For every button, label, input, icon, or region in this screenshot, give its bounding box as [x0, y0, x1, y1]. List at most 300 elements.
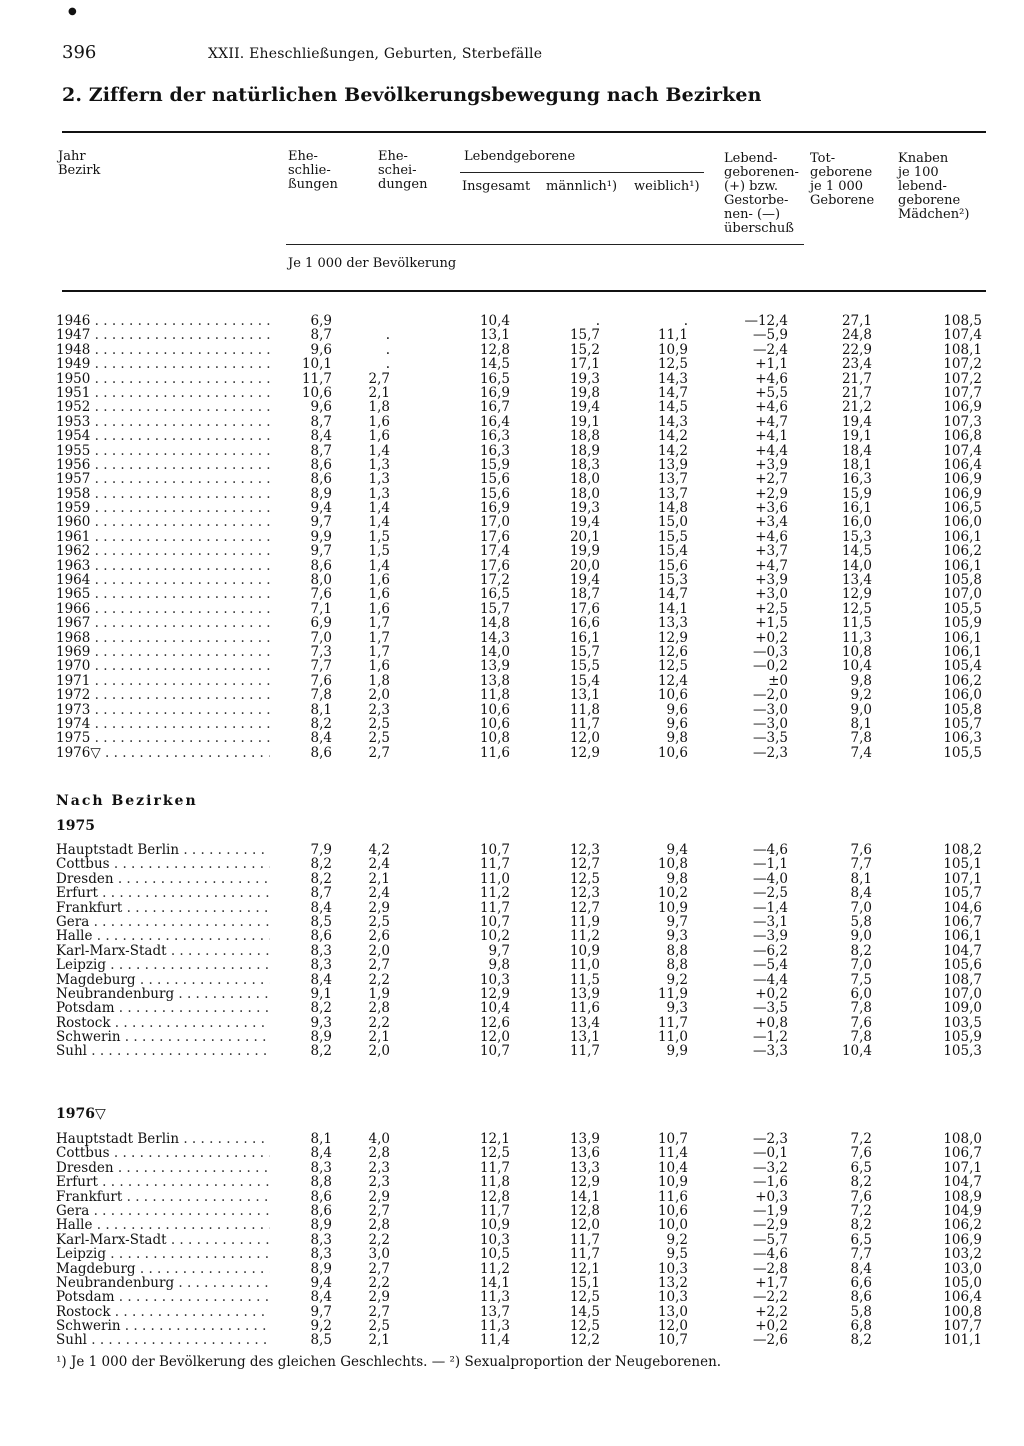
- table-row: [56, 915, 986, 929]
- surplus-value: +4,7: [755, 557, 788, 574]
- table-row: [56, 386, 986, 400]
- row-label: 1949 . . .: [56, 357, 270, 371]
- female-births-value: 14,5: [657, 399, 688, 416]
- total-births-value: 11,4: [479, 1332, 510, 1349]
- divorces-value: 1,6: [368, 658, 390, 675]
- female-births-value: 9,9: [666, 1043, 688, 1060]
- female-births-value: 9,2: [666, 971, 688, 988]
- surplus-value: —2,6: [753, 1332, 788, 1349]
- sex-ratio-value: 107,0: [943, 985, 982, 1002]
- total-births-value: 11,2: [479, 1260, 510, 1277]
- sex-ratio-value: 106,7: [943, 1145, 982, 1162]
- male-births-value: 11,5: [569, 971, 600, 988]
- divorces-value: 2,5: [368, 1318, 390, 1335]
- row-label: Hauptstadt Berlin . . .: [56, 843, 270, 857]
- stillbirths-value: 22,9: [841, 341, 872, 358]
- sex-ratio-value: 105,6: [943, 957, 982, 974]
- row-label: Magdeburg . . .: [56, 1262, 270, 1276]
- row-label: 1974 . . .: [56, 717, 270, 731]
- divorces-value: 3,0: [368, 1246, 390, 1263]
- table-row: [56, 487, 986, 501]
- total-births-value: 12,0: [479, 1029, 510, 1046]
- marriages-value: 8,9: [310, 485, 332, 502]
- marriages-value: 7,0: [310, 629, 332, 646]
- male-births-value: 19,1: [569, 413, 600, 430]
- districts-1975-table: [56, 843, 986, 1059]
- divorces-value: 1,6: [368, 586, 390, 603]
- table-row: [56, 1233, 986, 1247]
- sex-ratio-value: 105,8: [943, 701, 982, 718]
- surplus-value: —3,3: [753, 1043, 788, 1060]
- table-row: [56, 544, 986, 558]
- row-label: Cottbus . . .: [56, 857, 270, 871]
- surplus-value: —12,4: [744, 313, 788, 329]
- divorces-value: 2,6: [368, 928, 390, 945]
- total-births-value: 11,7: [479, 1159, 510, 1176]
- male-births-value: 13,1: [569, 1029, 600, 1046]
- sex-ratio-value: 106,4: [943, 456, 982, 473]
- surplus-value: —5,4: [753, 957, 788, 974]
- male-births-value: 18,0: [569, 471, 600, 488]
- table-row: [56, 1146, 986, 1160]
- divorces-value: 1,3: [368, 456, 390, 473]
- total-births-value: 16,5: [479, 370, 510, 387]
- male-births-value: 15,7: [569, 643, 600, 660]
- districts-1975-label: 1975: [56, 818, 95, 834]
- sex-ratio-value: 108,9: [943, 1188, 982, 1205]
- marriages-value: 8,8: [310, 1174, 332, 1191]
- table-row: [56, 674, 986, 688]
- row-label: Frankfurt . . .: [56, 901, 270, 915]
- marriages-value: 8,2: [310, 1043, 332, 1060]
- table-row: [56, 343, 986, 357]
- female-births-value: 11,9: [657, 985, 688, 1002]
- male-births-value: 12,9: [569, 1174, 600, 1191]
- male-births-value: 13,9: [569, 985, 600, 1002]
- table-row: [56, 1044, 986, 1058]
- sex-ratio-value: 106,4: [943, 1289, 982, 1306]
- male-births-value: 11,2: [569, 928, 600, 945]
- marriages-value: 9,7: [310, 514, 332, 531]
- sex-ratio-value: 105,3: [943, 1043, 982, 1060]
- female-births-value: 9,3: [666, 1000, 688, 1017]
- total-births-value: 12,5: [479, 1145, 510, 1162]
- stillbirths-value: 11,3: [841, 629, 872, 646]
- female-births-value: .: [683, 313, 688, 329]
- female-births-value: 15,4: [657, 543, 688, 560]
- total-births-value: 15,6: [479, 485, 510, 502]
- row-label: 1948 . . .: [56, 343, 270, 357]
- stillbirths-value: 7,2: [850, 1131, 872, 1147]
- page-number: 396: [62, 42, 97, 63]
- female-births-value: 11,1: [657, 327, 688, 344]
- total-births-value: 14,3: [479, 629, 510, 646]
- table-row: [56, 616, 986, 630]
- stillbirths-value: 7,6: [850, 842, 872, 858]
- female-births-value: 10,3: [657, 1289, 688, 1306]
- stillbirths-value: 18,4: [841, 442, 872, 459]
- female-births-value: 11,4: [657, 1145, 688, 1162]
- table-row: [56, 886, 986, 900]
- sex-ratio-value: 105,4: [943, 658, 982, 675]
- table-row: [56, 328, 986, 342]
- total-births-value: 12,8: [479, 1188, 510, 1205]
- divorces-value: 2,4: [368, 856, 390, 873]
- total-births-value: 16,5: [479, 586, 510, 603]
- male-births-value: 11,7: [569, 1043, 600, 1060]
- sex-ratio-value: 106,9: [943, 399, 982, 416]
- sex-ratio-value: 105,5: [943, 600, 982, 617]
- marriages-value: 8,6: [310, 557, 332, 574]
- marriages-value: 8,2: [310, 715, 332, 732]
- male-births-value: 12,0: [569, 730, 600, 747]
- marriages-value: 8,7: [310, 413, 332, 430]
- male-births-value: 19,3: [569, 370, 600, 387]
- female-births-value: 13,2: [657, 1274, 688, 1291]
- total-births-value: 10,7: [479, 842, 510, 858]
- total-births-value: 17,6: [479, 528, 510, 545]
- total-births-value: 11,7: [479, 856, 510, 873]
- marriages-value: 9,7: [310, 1303, 332, 1320]
- table-row: [56, 1001, 986, 1015]
- table-row: [56, 1132, 986, 1146]
- divorces-value: 2,2: [368, 1014, 390, 1031]
- row-label: 1958 . . .: [56, 487, 270, 501]
- row-label: Gera . . .: [56, 1204, 270, 1218]
- total-births-value: 14,0: [479, 643, 510, 660]
- row-label: 1975 . . .: [56, 731, 270, 745]
- surplus-value: +4,4: [755, 442, 788, 459]
- row-label: 1947 . . .: [56, 328, 270, 342]
- row-label: Potsdam . . .: [56, 1001, 270, 1015]
- surplus-value: +4,7: [755, 413, 788, 430]
- marriages-value: 8,5: [310, 913, 332, 930]
- marriages-value: 7,9: [310, 842, 332, 858]
- row-label: 1954 . . .: [56, 429, 270, 443]
- marriages-value: 10,6: [301, 384, 332, 401]
- marriages-value: 7,3: [310, 643, 332, 660]
- marriages-value: 7,6: [310, 586, 332, 603]
- total-births-value: 13,1: [479, 327, 510, 344]
- marriages-value: 8,7: [310, 885, 332, 902]
- female-births-value: 14,3: [657, 370, 688, 387]
- divorces-value: 2,5: [368, 913, 390, 930]
- stillbirths-value: 16,1: [841, 500, 872, 517]
- surplus-value: +2,5: [755, 600, 788, 617]
- male-births-value: 15,4: [569, 672, 600, 689]
- female-births-value: 10,6: [657, 687, 688, 704]
- divorces-value: 2,8: [368, 1000, 390, 1017]
- row-label: 1970 . . .: [56, 659, 270, 673]
- sex-ratio-value: 108,5: [943, 313, 982, 329]
- male-births-value: 15,7: [569, 327, 600, 344]
- total-births-value: 11,8: [479, 1174, 510, 1191]
- row-label: Suhl . . .: [56, 1044, 270, 1058]
- divorces-value: 2,5: [368, 715, 390, 732]
- header-bottom-rule: [62, 290, 986, 292]
- sex-ratio-value: 107,4: [943, 327, 982, 344]
- male-births-value: 12,1: [569, 1260, 600, 1277]
- total-births-value: 10,8: [479, 730, 510, 747]
- marriages-value: 7,8: [310, 687, 332, 704]
- surplus-value: +2,9: [755, 485, 788, 502]
- surplus-value: —5,9: [753, 327, 788, 344]
- sex-ratio-value: 106,1: [943, 928, 982, 945]
- districts-1976-label: 1976▽: [56, 1106, 106, 1122]
- stillbirths-value: 8,1: [850, 715, 872, 732]
- sex-ratio-value: 106,2: [943, 543, 982, 560]
- marriages-value: 8,3: [310, 1159, 332, 1176]
- districts-1976-table: [56, 1132, 986, 1348]
- marriages-value: 8,6: [310, 928, 332, 945]
- sex-ratio-value: 104,6: [943, 899, 982, 916]
- stillbirths-value: 7,6: [850, 1188, 872, 1205]
- male-births-value: 13,3: [569, 1159, 600, 1176]
- sex-ratio-value: 107,2: [943, 370, 982, 387]
- surplus-value: —2,2: [753, 1289, 788, 1306]
- chapter-heading: XXII. Eheschließungen, Geburten, Sterbefälle: [208, 46, 543, 62]
- stillbirths-value: 24,8: [841, 327, 872, 344]
- female-births-value: 13,7: [657, 471, 688, 488]
- surplus-value: —3,9: [753, 928, 788, 945]
- row-label: Karl-Marx-Stadt . . .: [56, 944, 270, 958]
- surplus-value: —2,5: [753, 885, 788, 902]
- stillbirths-value: 8,4: [850, 1260, 872, 1277]
- marriages-value: 8,6: [310, 1188, 332, 1205]
- stillbirths-value: 7,7: [850, 856, 872, 873]
- total-births-value: 13,9: [479, 658, 510, 675]
- surplus-value: +3,6: [755, 500, 788, 517]
- total-births-value: 13,8: [479, 672, 510, 689]
- marriages-value: 8,0: [310, 572, 332, 589]
- marriages-value: 6,9: [310, 615, 332, 632]
- table-row: [56, 1305, 986, 1319]
- female-births-value: 12,6: [657, 643, 688, 660]
- stillbirths-value: 9,0: [850, 928, 872, 945]
- total-births-value: 16,4: [479, 413, 510, 430]
- row-label: 1964 . . .: [56, 573, 270, 587]
- male-births-value: 17,6: [569, 600, 600, 617]
- male-births-value: 11,7: [569, 715, 600, 732]
- row-label: Dresden . . .: [56, 872, 270, 886]
- total-births-value: 16,3: [479, 442, 510, 459]
- total-births-value: 17,2: [479, 572, 510, 589]
- total-births-value: 10,7: [479, 1043, 510, 1060]
- marriages-value: 8,9: [310, 1029, 332, 1046]
- surplus-value: —3,5: [753, 730, 788, 747]
- male-births-value: 12,0: [569, 1217, 600, 1234]
- divorces-value: 2,3: [368, 701, 390, 718]
- stillbirths-value: 15,9: [841, 485, 872, 502]
- footnote: ¹) Je 1 000 der Bevölkerung des gleichen Geschlechts. — ²) Sexualproportion der Neugeborenen.: [56, 1354, 722, 1370]
- row-label: 1957 . . .: [56, 472, 270, 486]
- surplus-value: —0,2: [753, 658, 788, 675]
- divorces-value: 1,6: [368, 572, 390, 589]
- stillbirths-value: 6,5: [850, 1159, 872, 1176]
- stillbirths-value: 9,0: [850, 701, 872, 718]
- header-sex-ratio: Knaben je 100 lebend- geborene Mädchen²): [898, 151, 970, 222]
- stillbirths-value: 6,0: [850, 985, 872, 1002]
- surplus-value: —4,6: [753, 1246, 788, 1263]
- header-female: weiblich¹): [634, 179, 700, 194]
- male-births-value: 14,1: [569, 1188, 600, 1205]
- divorces-value: 1,6: [368, 600, 390, 617]
- header-male: männlich¹): [546, 179, 618, 194]
- divorces-value: 1,9: [368, 985, 390, 1002]
- surplus-value: +0,2: [755, 985, 788, 1002]
- female-births-value: 14,2: [657, 428, 688, 445]
- table-row: [56, 717, 986, 731]
- table-row: [56, 631, 986, 645]
- stillbirths-value: 7,0: [850, 957, 872, 974]
- total-births-value: 9,7: [488, 942, 510, 959]
- sex-ratio-value: 107,3: [943, 413, 982, 430]
- surplus-value: ±0: [768, 672, 788, 689]
- marriages-value: 8,7: [310, 442, 332, 459]
- marriages-value: 8,1: [310, 1131, 332, 1147]
- stillbirths-value: 8,2: [850, 1332, 872, 1349]
- sex-ratio-value: 103,5: [943, 1014, 982, 1031]
- table-row: [56, 1218, 986, 1232]
- top-rule: [62, 131, 986, 133]
- surplus-value: +5,5: [755, 384, 788, 401]
- table-row: [56, 515, 986, 529]
- divorces-value: 1,7: [368, 629, 390, 646]
- female-births-value: 10,8: [657, 856, 688, 873]
- sex-ratio-value: 106,0: [943, 514, 982, 531]
- female-births-value: 10,7: [657, 1332, 688, 1349]
- marriages-value: 9,4: [310, 1274, 332, 1291]
- male-births-value: 12,3: [569, 885, 600, 902]
- stillbirths-value: 14,0: [841, 557, 872, 574]
- female-births-value: 12,9: [657, 629, 688, 646]
- female-births-value: 13,9: [657, 456, 688, 473]
- marriages-value: 8,4: [310, 971, 332, 988]
- male-births-value: 12,5: [569, 870, 600, 887]
- header-year-district: Jahr Bezirk: [58, 149, 101, 178]
- female-births-value: 14,8: [657, 500, 688, 517]
- stillbirths-value: 19,4: [841, 413, 872, 430]
- male-births-value: 11,0: [569, 957, 600, 974]
- surplus-value: —3,0: [753, 715, 788, 732]
- female-births-value: 9,2: [666, 1231, 688, 1248]
- surplus-value: +0,2: [755, 1318, 788, 1335]
- row-label: Leipzig . . .: [56, 1247, 270, 1261]
- male-births-value: 12,3: [569, 842, 600, 858]
- stillbirths-value: 7,8: [850, 1000, 872, 1017]
- total-births-value: 10,3: [479, 1231, 510, 1248]
- female-births-value: 10,2: [657, 885, 688, 902]
- female-births-value: 14,7: [657, 384, 688, 401]
- total-births-value: 14,8: [479, 615, 510, 632]
- row-label: Erfurt . . .: [56, 886, 270, 900]
- marriages-value: 8,6: [310, 456, 332, 473]
- total-births-value: 11,3: [479, 1289, 510, 1306]
- stillbirths-value: 5,8: [850, 1303, 872, 1320]
- total-births-value: 12,9: [479, 985, 510, 1002]
- row-label: Schwerin . . .: [56, 1030, 270, 1044]
- surplus-value: +1,1: [755, 356, 788, 373]
- table-row: [56, 958, 986, 972]
- stillbirths-value: 8,2: [850, 1217, 872, 1234]
- divorces-value: 2,7: [368, 1202, 390, 1219]
- sex-ratio-value: 107,2: [943, 356, 982, 373]
- male-births-value: 15,2: [569, 341, 600, 358]
- surplus-value: —4,4: [753, 971, 788, 988]
- marriages-value: 8,9: [310, 1217, 332, 1234]
- female-births-value: 14,7: [657, 586, 688, 603]
- total-births-value: 10,3: [479, 971, 510, 988]
- header-live-births: Lebendgeborene: [464, 149, 576, 164]
- table-row: [56, 1262, 986, 1276]
- total-births-value: 16,9: [479, 384, 510, 401]
- surplus-value: —1,9: [753, 1202, 788, 1219]
- sex-ratio-value: 106,5: [943, 500, 982, 517]
- surplus-value: —2,0: [753, 687, 788, 704]
- marriages-value: 8,3: [310, 942, 332, 959]
- male-births-value: 14,5: [569, 1303, 600, 1320]
- row-label: Potsdam . . .: [56, 1290, 270, 1304]
- table-row: [56, 501, 986, 515]
- female-births-value: 10,9: [657, 341, 688, 358]
- marriages-value: 8,4: [310, 1289, 332, 1306]
- sex-ratio-value: 103,2: [943, 1246, 982, 1263]
- divorces-value: 2,2: [368, 1231, 390, 1248]
- table-row: [56, 1030, 986, 1044]
- marriages-value: 8,5: [310, 1332, 332, 1349]
- surplus-value: —3,1: [753, 913, 788, 930]
- row-label: Halle . . .: [56, 929, 270, 943]
- total-births-value: 10,4: [479, 1000, 510, 1017]
- surplus-value: —2,8: [753, 1260, 788, 1277]
- table-row: [56, 659, 986, 673]
- stillbirths-value: 8,6: [850, 1289, 872, 1306]
- surplus-value: +3,0: [755, 586, 788, 603]
- divorces-value: 2,9: [368, 1289, 390, 1306]
- surplus-value: +4,6: [755, 528, 788, 545]
- male-births-value: 12,9: [569, 744, 600, 761]
- row-label: 1959 . . .: [56, 501, 270, 515]
- surplus-value: —1,1: [753, 856, 788, 873]
- male-births-value: 19,9: [569, 543, 600, 560]
- row-label: 1969 . . .: [56, 645, 270, 659]
- sex-ratio-value: 106,9: [943, 1231, 982, 1248]
- surplus-value: +4,6: [755, 370, 788, 387]
- divorces-value: 1,7: [368, 643, 390, 660]
- table-row: [56, 530, 986, 544]
- divorces-value: 1,3: [368, 485, 390, 502]
- surplus-value: —0,1: [753, 1145, 788, 1162]
- male-births-value: 20,1: [569, 528, 600, 545]
- male-births-value: 15,1: [569, 1274, 600, 1291]
- female-births-value: 9,7: [666, 913, 688, 930]
- divorces-value: 2,0: [368, 942, 390, 959]
- marriages-value: 9,3: [310, 1014, 332, 1031]
- sex-ratio-value: 106,2: [943, 672, 982, 689]
- male-births-value: 18,9: [569, 442, 600, 459]
- stillbirths-value: 16,0: [841, 514, 872, 531]
- row-label: Hauptstadt Berlin . . .: [56, 1132, 270, 1146]
- sex-ratio-value: 105,7: [943, 715, 982, 732]
- table-row: [56, 1190, 986, 1204]
- male-births-value: 16,6: [569, 615, 600, 632]
- female-births-value: 8,8: [666, 942, 688, 959]
- sex-ratio-value: 108,0: [943, 1131, 982, 1147]
- divorces-value: 1,3: [368, 471, 390, 488]
- divorces-value: 2,0: [368, 1043, 390, 1060]
- table-row: [56, 400, 986, 414]
- total-births-value: 11,7: [479, 1202, 510, 1219]
